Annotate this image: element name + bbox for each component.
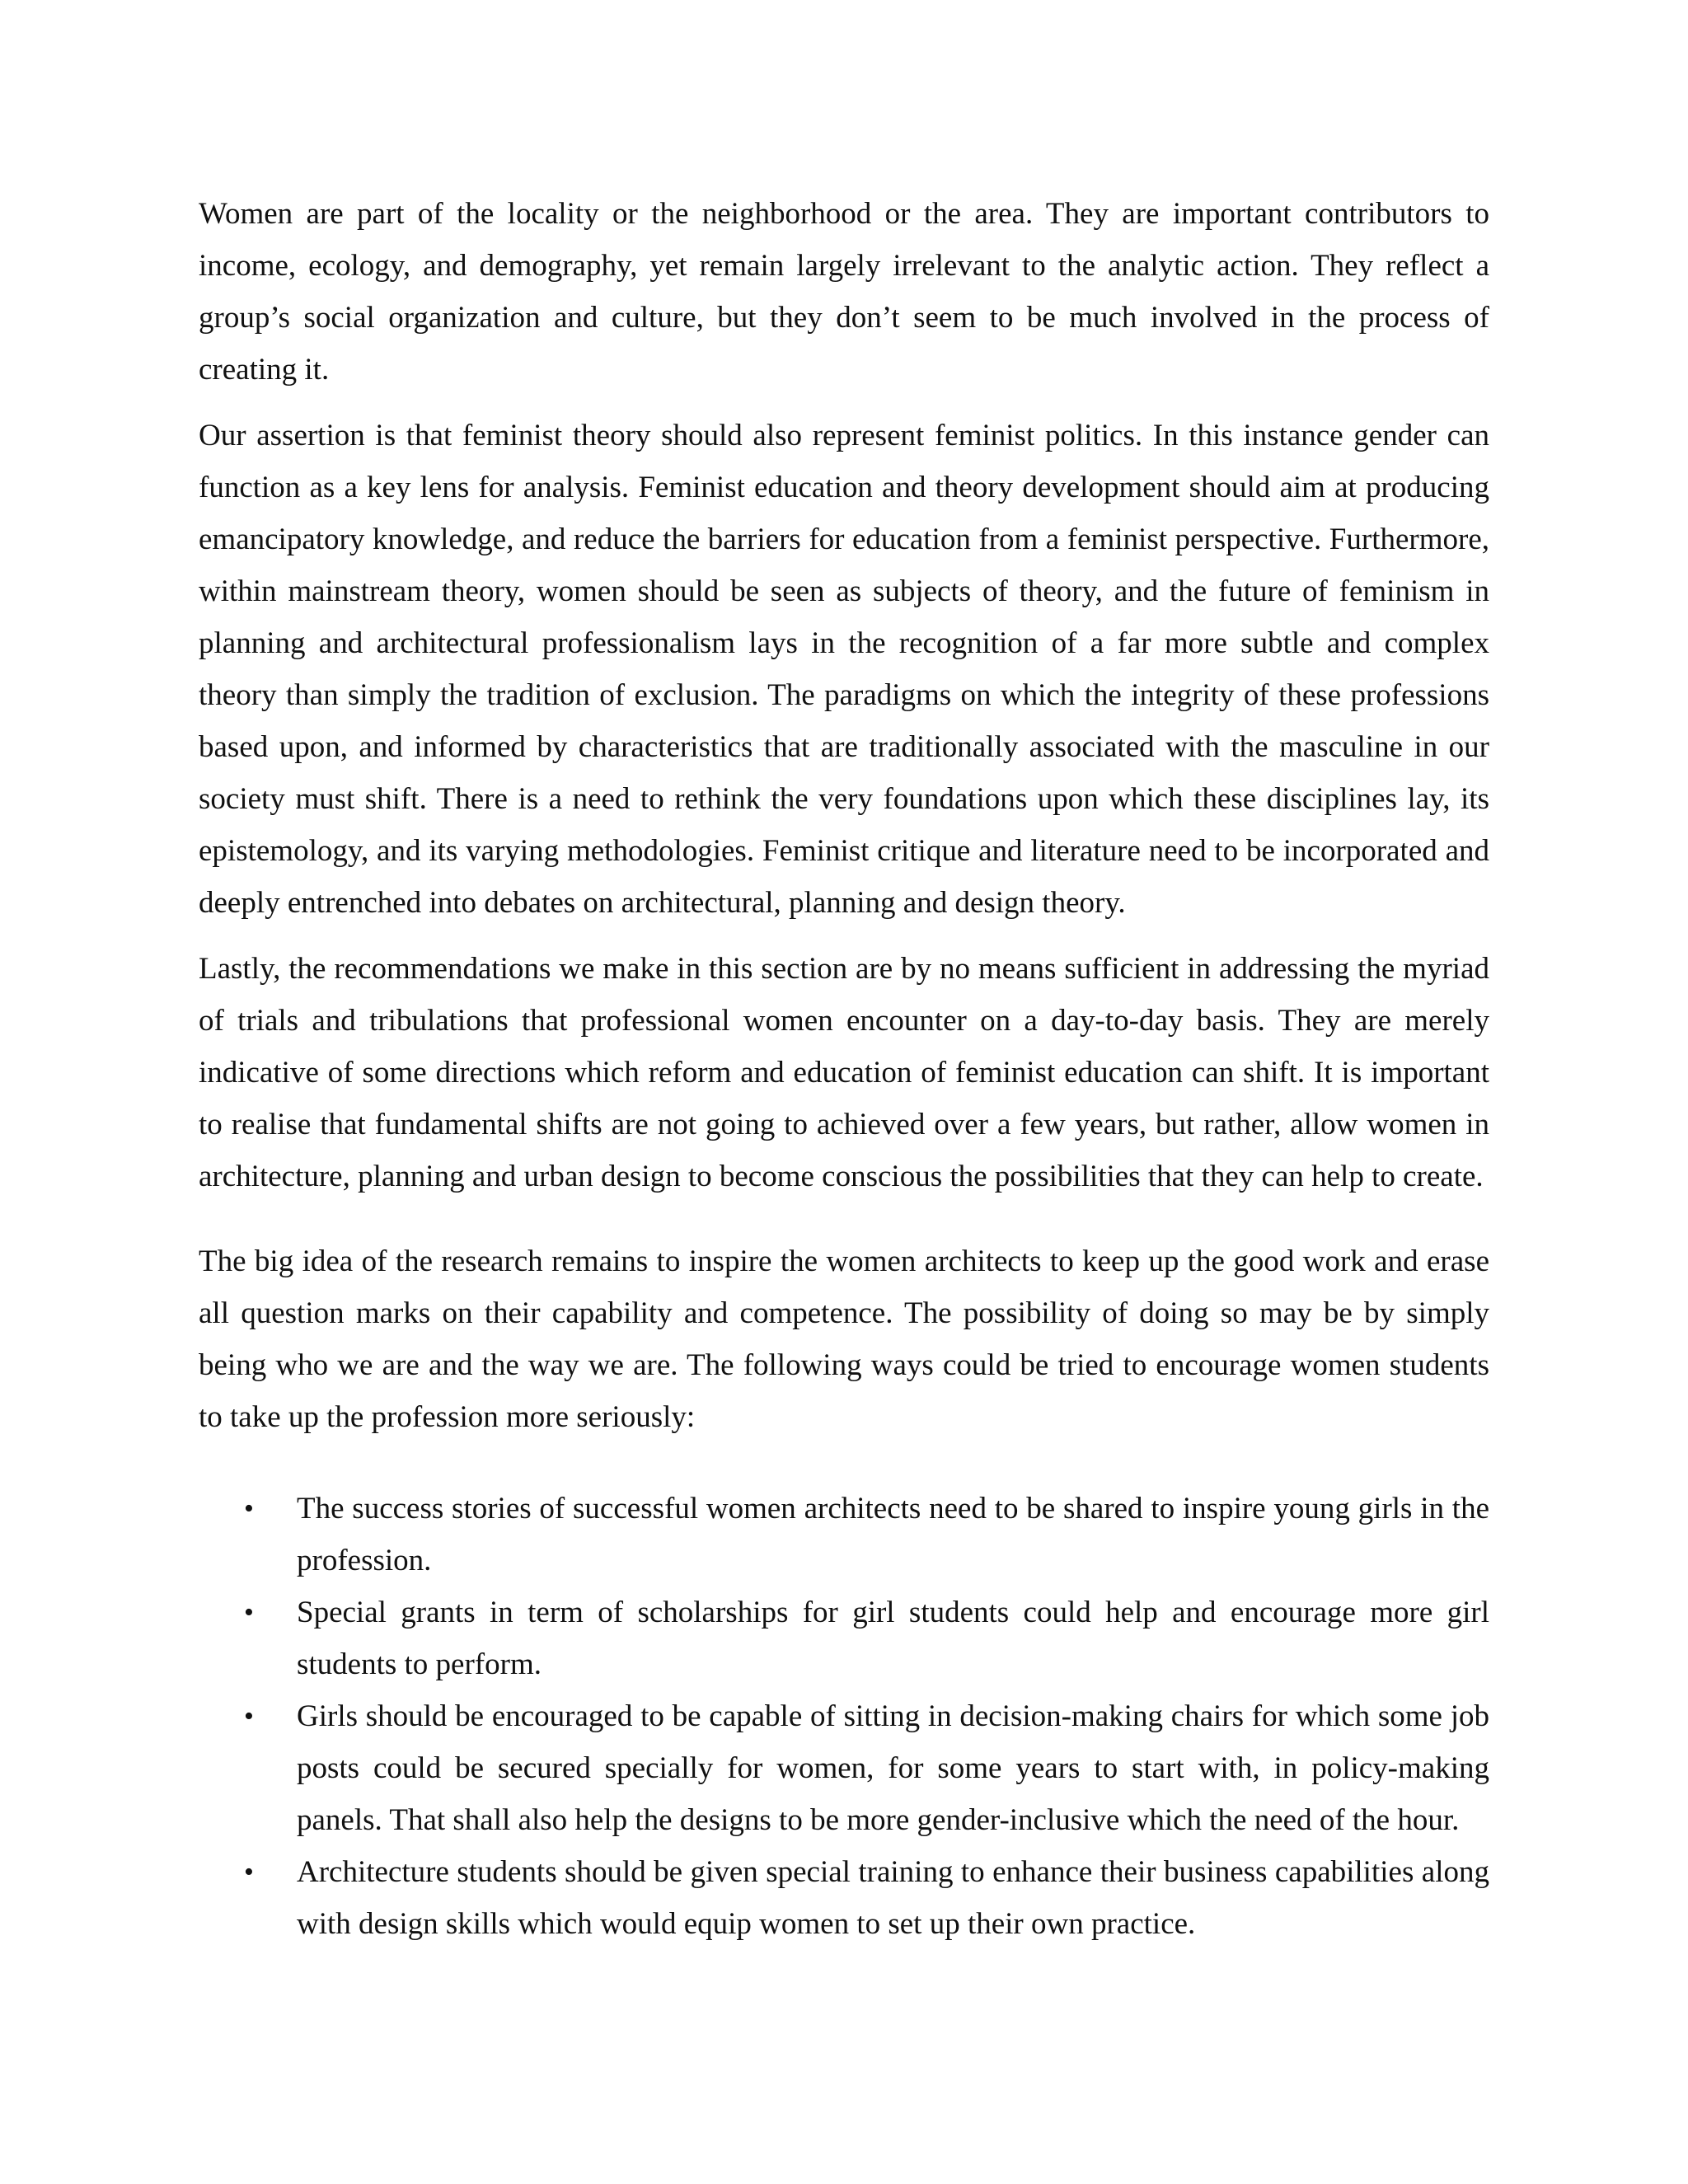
list-item [244,1586,1489,1690]
list-item [244,1846,1489,1950]
paragraph-recommendations: Lastly, the recommendations we make in this section are by no means sufficient in addressing the myriad of trials and tribulations that professional women encounter on a day-to-day basis. They are merely indicative of some directions which reform and education of feminist education can shift. It is important to realise that fundamental shifts are not going to achieved over a few years, but rather, allow women in architecture, planning and urban design to become conscious the possibilities that they can help to create. [199,952,1489,1193]
list-item-text: Architecture students should be given special training to enhance their business capabilities along with design skills which would equip women to set up their own practice. [297,1855,1489,1941]
list-item [244,1690,1489,1846]
paragraph-big-idea: The big idea of the research remains to inspire the women architects to keep up the good work and erase all question marks on their capability and competence. The possibility of doing so may be by simply being who we are and the way we are. The following ways could be tried to encourage women students to take up the profession more seriously: [199,1244,1489,1434]
recommendations-list [199,1483,1489,1950]
paragraph-women-locality: Women are part of the locality or the neighborhood or the area. They are important contributors to income, ecology, and demography, yet remain largely irrelevant to the analytic action. They reflect a group’s social organization and culture, but they don’t seem to be much involved in the process of creating it. [199,197,1489,387]
list-item-text: The success stories of successful women architects need to be shared to inspire young girls in the profession. [297,1492,1489,1577]
bullet-icon: • [244,1493,254,1524]
list-item [244,1483,1489,1586]
bullet-icon: • [244,1597,254,1628]
list-item-text: Special grants in term of scholarships for girl students could help and encourage more girl students to perform. [297,1596,1489,1681]
paragraph-feminist-theory: Our assertion is that feminist theory should also represent feminist politics. In this instance gender can function as a key lens for analysis. Feminist education and theory development should aim at producing emancipatory knowledge, and reduce the barriers for education from a feminist perspective. Furthermore, within mainstream theory, women should be seen as subjects of theory, and the future of feminism in planning and architectural professionalism lays in the recognition of a far more subtle and complex theory than simply the tradition of exclusion. The paradigms on which the integrity of these professions based upon, and informed by characteristics that are traditionally associated with the masculine in our society must shift. There is a need to rethink the very foundations upon which these disciplines lay, its epistemology, and its varying methodologies. Feminist critique and literature need to be incorporated and deeply entrenched into debates on architectural, planning and design theory. [199,419,1489,920]
bullet-icon: • [244,1857,254,1887]
bullet-icon: • [244,1701,254,1732]
list-item-text: Girls should be encouraged to be capable of sitting in decision-making chairs for which some job posts could be secured specially for women, for some years to start with, in policy-making panels. That shall also help the designs to be more gender-inclusive which the need of the hour. [297,1699,1489,1837]
